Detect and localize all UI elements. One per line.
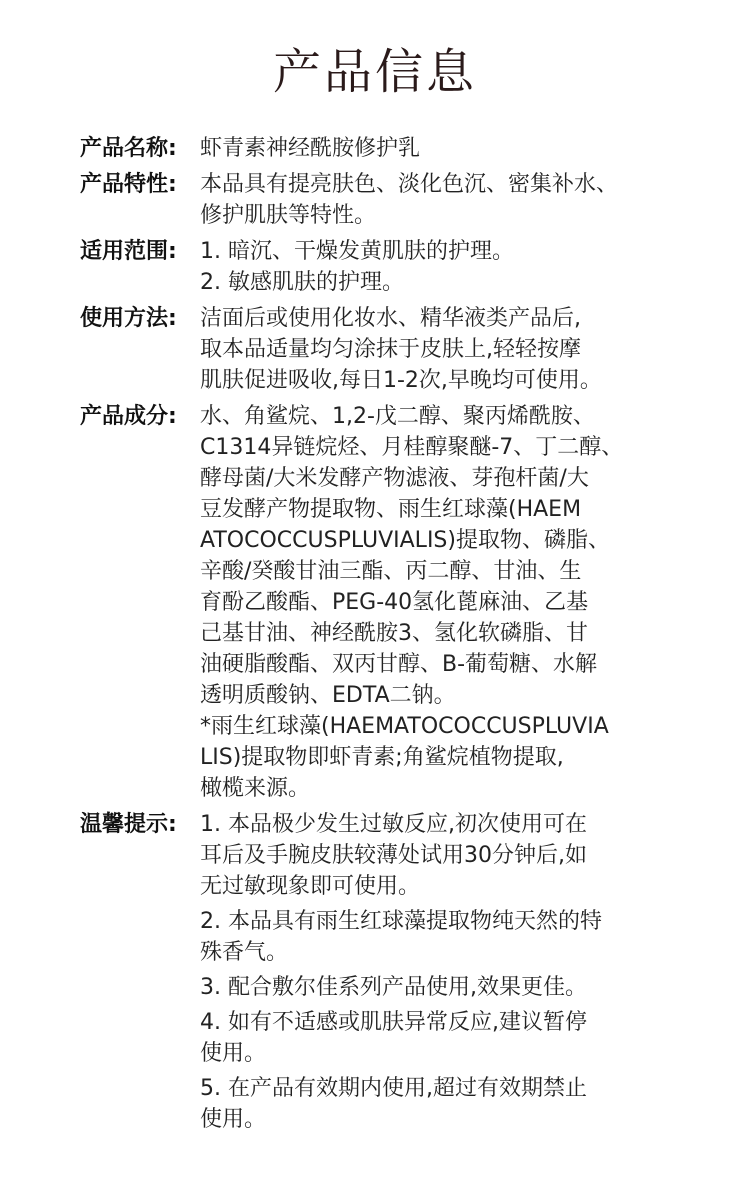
ingredients-label: 产品成分: (80, 404, 177, 429)
ingredients-value (200, 401, 680, 804)
tip-item: 1. 本品极少发生过敏反应,初次使用可在 耳后及手腕皮肤较薄处试用30分钟后,如 无过敏现象即可使用。 (200, 812, 587, 899)
product-info-section (80, 133, 680, 1135)
warm-tips-value (200, 809, 680, 1135)
tip-item: 4. 如有不适感或肌肤异常反应,建议暂停 使用。 (200, 1010, 587, 1066)
usage-method-row (80, 303, 680, 396)
usage-method-value (200, 303, 680, 396)
usage-method-text: 洁面后或使用化妆水、精华液类产品后, 取本品适量均匀涂抹于皮肤上,轻轻按摩 肌肤促进吸收,每日1-2次,早晚均可使用。 (200, 306, 602, 393)
product-name-value (200, 133, 680, 164)
warm-tips-label: 温馨提示: (80, 812, 177, 837)
ingredients-note: *雨生红球藻(HAEMATOCOCCUSPLUVIA LIS)提取物即虾青素;角鲨烷植物提取, 橄榄来源。 (200, 714, 609, 801)
application-scope-row (80, 236, 680, 298)
tip-item: 2. 本品具有雨生红球藻提取物纯天然的特 殊香气。 (200, 909, 602, 965)
ingredients-row (80, 401, 680, 804)
usage-method-label: 使用方法: (80, 306, 177, 331)
product-features-text: 本品具有提亮肤色、淡化色沉、密集补水、 修护肌肤等特性。 (200, 172, 619, 228)
application-scope-value (200, 236, 680, 298)
application-scope-item: 2. 敏感肌肤的护理。 (200, 270, 404, 295)
page-title: 产品信息 (272, 44, 477, 100)
warm-tips-row (80, 809, 680, 1135)
product-features-value (200, 169, 680, 231)
application-scope-label: 适用范围: (80, 239, 177, 264)
application-scope-item: 1. 暗沉、干燥发黄肌肤的护理。 (200, 239, 514, 264)
product-name-row (80, 133, 680, 164)
tip-item: 5. 在产品有效期内使用,超过有效期禁止 使用。 (200, 1076, 587, 1132)
ingredients-text: 水、角鲨烷、1,2-戊二醇、聚丙烯酰胺、 C1314异链烷烃、月桂醇聚醚-7、丁二醇、 酵母菌/大米发酵产物滤液、芽孢杆菌/大 豆发酵产物提取物、雨生红球藻(HAEM ATOCOCCUSPLUVIALIS)提取物、磷脂、 辛酸/癸酸甘油三酯、丙二醇、甘油、生 育酚乙酸酯、PEG-40氢化蓖麻油、乙基 己基甘油、神经酰胺3、氢化软磷脂、甘 油硬脂酸酯、双丙甘醇、B-葡萄糖、水解 透明质酸钠、EDTA二钠。 (200, 404, 624, 708)
product-features-row (80, 169, 680, 231)
product-name-text: 虾青素神经酰胺修护乳 (200, 136, 421, 161)
product-features-label: 产品特性: (80, 172, 177, 197)
product-name-label: 产品名称: (80, 136, 177, 161)
tip-item: 3. 配合敷尔佳系列产品使用,效果更佳。 (200, 975, 587, 1000)
